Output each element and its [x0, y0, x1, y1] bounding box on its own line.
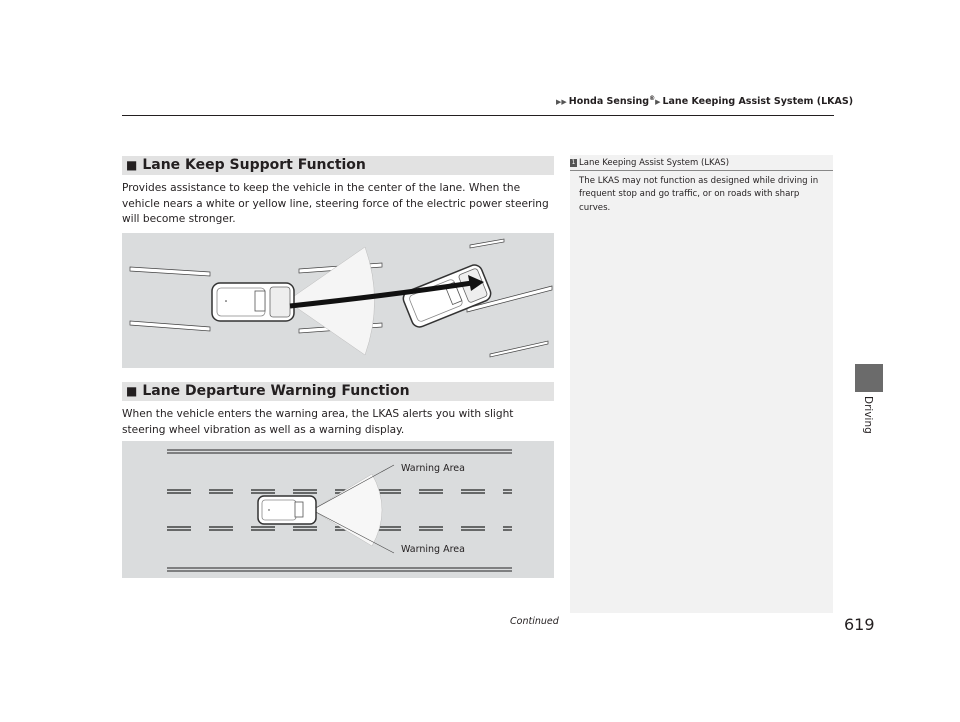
breadcrumb-item-honda-sensing[interactable]: Honda Sensing — [568, 96, 650, 108]
breadcrumb-arrow-icon: ▶▶ — [556, 98, 567, 107]
warning-area-label-top: Warning Area — [401, 463, 465, 474]
sidebar-note-panel — [570, 155, 833, 613]
section-heading-lane-departure — [122, 382, 554, 401]
section-heading-lane-keep — [122, 156, 554, 175]
breadcrumb-arrow-icon: ▶ — [655, 98, 661, 107]
registered-mark: ® — [649, 95, 656, 102]
lane-keep-illustration — [122, 233, 554, 368]
lane-departure-diagram — [122, 441, 554, 578]
reference-mark-icon: 1 — [571, 158, 576, 166]
vehicle-icon — [212, 283, 294, 321]
header-rule — [122, 115, 834, 116]
heading-square-icon: ■ — [126, 158, 138, 172]
lane-departure-illustration — [122, 441, 554, 578]
lane-keep-diagram — [122, 233, 554, 368]
lane-line — [470, 239, 504, 248]
sidebar-note-title — [570, 158, 729, 168]
vehicle-icon — [258, 496, 316, 524]
heading-square-icon: ■ — [126, 384, 138, 398]
sidebar-note-body: The LKAS may not function as designed while driving in frequent stop and go traffic, or on roads with sharp curves. — [579, 176, 819, 213]
section-heading-text: Lane Keep Support Function — [142, 157, 366, 173]
lane-line — [130, 267, 210, 276]
sidebar-divider — [570, 170, 833, 171]
chapter-tab-marker — [855, 364, 883, 392]
breadcrumb — [556, 95, 853, 107]
page-number: 619 — [844, 615, 875, 634]
lane-line — [490, 341, 548, 357]
lane-keep-description: Provides assistance to keep the vehicle in the center of the lane. When the vehicle nears a white or yellow line, steering force of the electric power steering will become stronger. — [122, 182, 549, 225]
section-heading-text: Lane Departure Warning Function — [142, 383, 410, 399]
chapter-tab-label: Driving — [862, 396, 874, 434]
warning-area-zone — [312, 474, 382, 546]
lane-departure-description: When the vehicle enters the warning area, the LKAS alerts you with slight steering wheel vibration as well as a warning display. — [122, 408, 514, 436]
breadcrumb-item-lkas[interactable]: Lane Keeping Assist System (LKAS) — [662, 96, 854, 108]
warning-area-label-bottom: Warning Area — [401, 544, 465, 555]
lane-line — [130, 321, 210, 331]
sidebar-note-title-text[interactable]: Lane Keeping Assist System (LKAS) — [579, 158, 730, 168]
continued-label: Continued — [510, 616, 559, 627]
vehicle-icon — [401, 263, 493, 330]
